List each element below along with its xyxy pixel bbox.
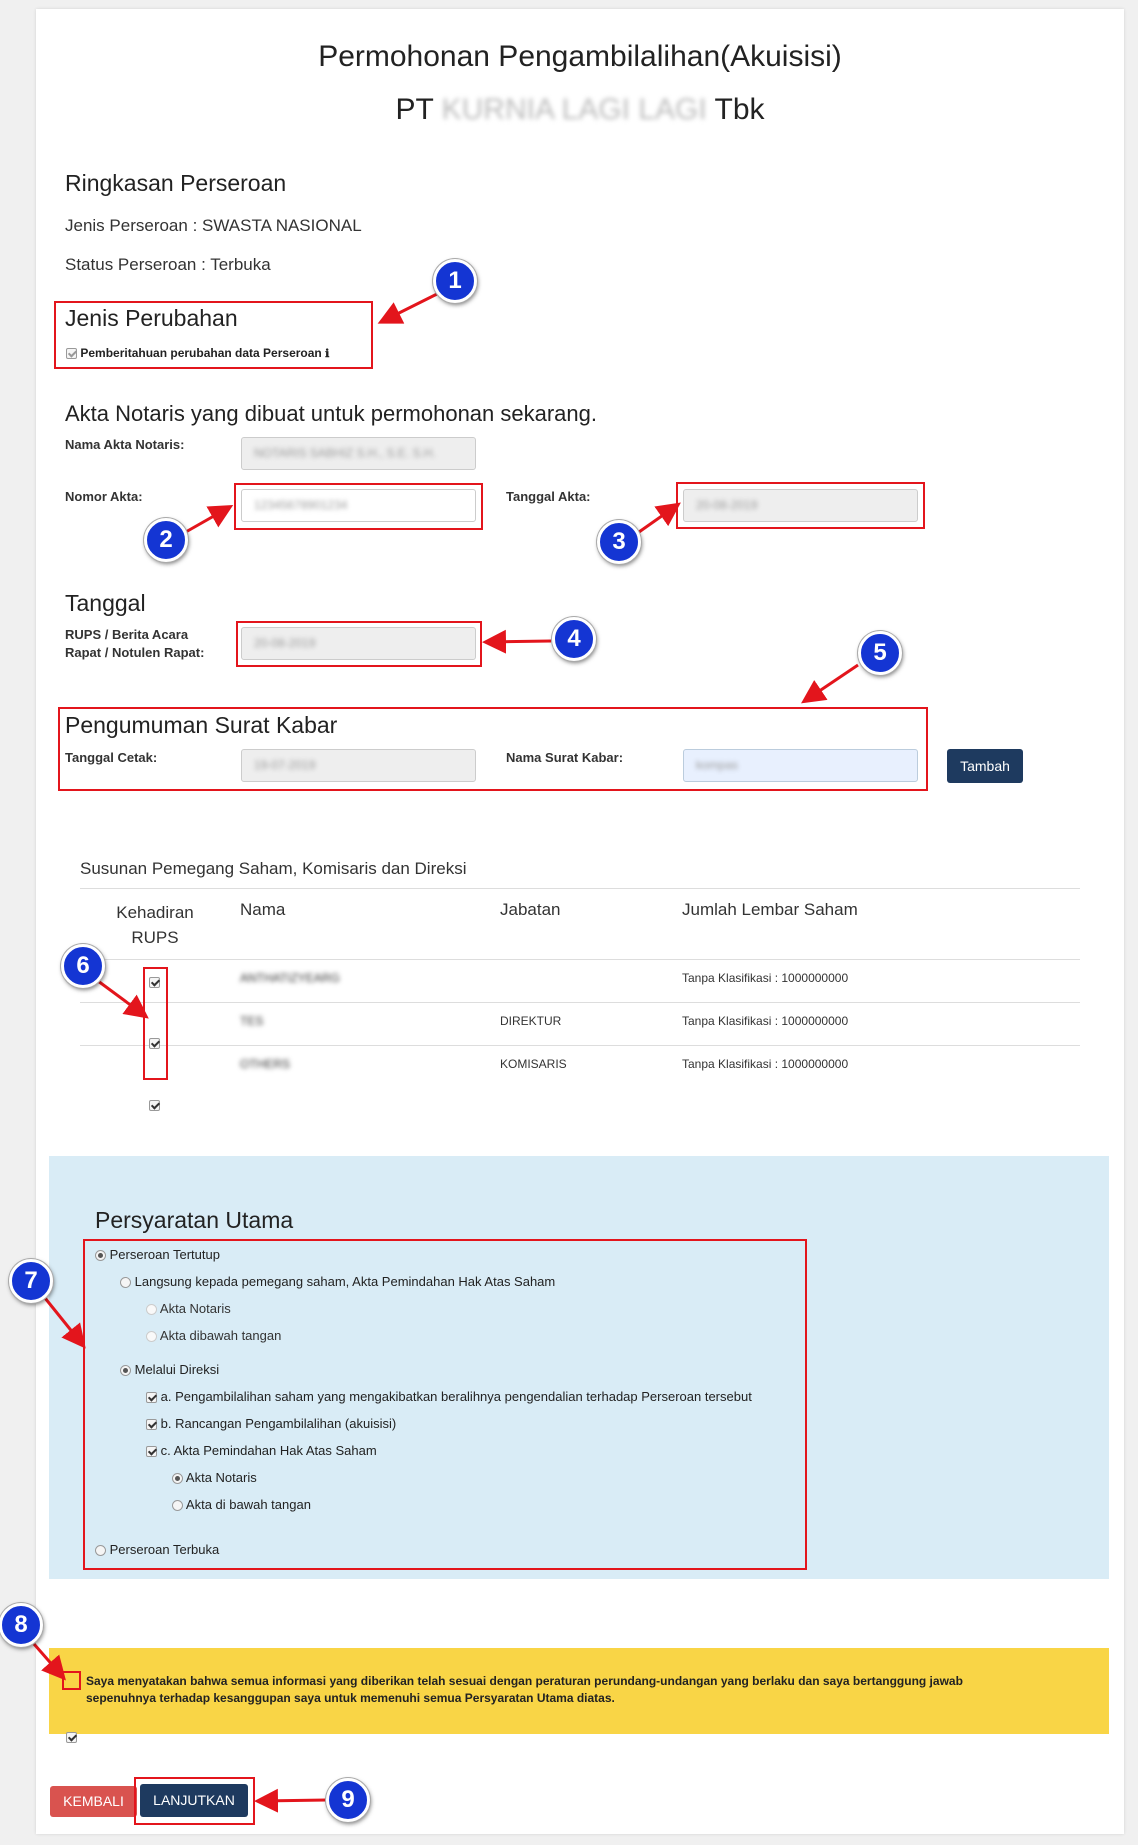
label-tertutup: Perseroan Tertutup [109, 1247, 220, 1262]
badge-1: 1 [433, 259, 477, 303]
row-nama: ANTHATIZYEARG [240, 971, 340, 985]
company-prefix: PT [395, 93, 434, 126]
col-nama: Nama [240, 900, 286, 919]
radio-akta-bawah[interactable] [146, 1331, 157, 1342]
row-jabatan: KOMISARIS [500, 1057, 567, 1071]
label-c-notaris: Akta Notaris [185, 1470, 257, 1485]
tanggal-heading: Tanggal [65, 590, 146, 616]
row-nama: OTHERS [240, 1057, 291, 1071]
label-item-a: a. Pengambilalihan saham yang mengakibatkan beralihnya pengendalian terhadap Perseroan tersebut [160, 1389, 752, 1404]
col-kehadiran [100, 900, 210, 950]
divider [80, 1045, 1080, 1046]
perubahan-checkbox-label: Pemberitahuan perubahan data Perseroan [80, 346, 322, 360]
company-suffix: Tbk [714, 93, 765, 126]
nomor-akta-input[interactable] [241, 489, 476, 522]
tanggal-akta-label: Tanggal Akta: [506, 489, 591, 504]
declaration-text [86, 1673, 963, 1707]
declaration-line2: sepenuhnya terhadap kesanggupan saya untuk memenuhi semua Persyaratan Utama diatas. [86, 1691, 615, 1705]
divider [80, 888, 1080, 889]
radio-melalui-direksi[interactable] [120, 1365, 131, 1376]
label-terbuka: Perseroan Terbuka [109, 1542, 220, 1557]
badge-4: 4 [552, 617, 596, 661]
perubahan-checkbox[interactable] [66, 348, 77, 359]
radio-terbuka[interactable] [95, 1545, 106, 1556]
persyaratan-heading: Persyaratan Utama [95, 1207, 294, 1233]
label-item-c: c. Akta Pemindahan Hak Atas Saham [160, 1443, 377, 1458]
summary-heading: Ringkasan Perseroan [65, 170, 287, 196]
nama-akta-label: Nama Akta Notaris: [65, 437, 185, 452]
nomor-akta-value: 12345678901234 [254, 498, 348, 512]
option-c-bawah[interactable] [172, 1497, 311, 1512]
shareholders-heading: Susunan Pemegang Saham, Komisaris dan Direksi [80, 859, 467, 878]
option-akta-bawah[interactable] [146, 1328, 281, 1343]
option-akta-notaris[interactable] [146, 1301, 231, 1316]
option-item-b[interactable] [146, 1416, 396, 1431]
tanggal-cetak-value: 19-07-2019 [254, 758, 316, 772]
badge-5: 5 [858, 631, 902, 675]
label-melalui-direksi: Melalui Direksi [134, 1362, 220, 1377]
kehadiran-checkbox[interactable] [149, 1100, 160, 1111]
option-perseroan-tertutup[interactable] [95, 1247, 220, 1262]
page-title: Permohonan Pengambilalihan(Akuisisi) [318, 40, 842, 73]
rups-date-value: 20-08-2019 [254, 636, 316, 650]
label-c-bawah: Akta di bawah tangan [185, 1497, 311, 1512]
divider [80, 1002, 1080, 1003]
col-kehadiran-line2: RUPS [131, 928, 179, 947]
tanggal-akta-value: 20-08-2019 [696, 498, 758, 512]
row-saham: Tanpa Klasifikasi : 1000000000 [682, 1057, 849, 1071]
badge-8: 8 [0, 1603, 43, 1647]
perubahan-heading: Jenis Perubahan [65, 305, 238, 331]
option-item-a[interactable] [146, 1389, 752, 1404]
radio-langsung[interactable] [120, 1277, 131, 1288]
akta-heading: Akta Notaris yang dibuat untuk permohonan sekarang. [65, 401, 597, 426]
option-langsung[interactable] [120, 1274, 555, 1289]
radio-tertutup[interactable] [95, 1250, 106, 1261]
divider [80, 959, 1080, 960]
checkbox-item-b[interactable] [146, 1419, 157, 1430]
badge-3: 3 [597, 520, 641, 564]
rups-date-input[interactable] [241, 627, 476, 660]
info-icon[interactable]: ℹ [325, 348, 330, 360]
rups-label-line2: Rapat / Notulen Rapat: [65, 645, 205, 660]
rups-label-line1: RUPS / Berita Acara [65, 627, 189, 642]
nama-surat-kabar-input[interactable] [683, 749, 918, 782]
badge-7: 7 [9, 1259, 53, 1303]
declaration-checkbox[interactable] [66, 1732, 77, 1743]
badge-9: 9 [326, 1778, 370, 1822]
tambah-button[interactable]: Tambah [947, 749, 1023, 783]
tanggal-cetak-input[interactable] [241, 749, 476, 782]
col-jumlah-saham: Jumlah Lembar Saham [682, 900, 858, 919]
label-langsung: Langsung kepada pemegang saham, Akta Pemindahan Hak Atas Saham [134, 1274, 556, 1289]
label-item-b: b. Rancangan Pengambilalihan (akuisisi) [160, 1416, 397, 1431]
surat-kabar-heading: Pengumuman Surat Kabar [65, 712, 338, 738]
row-saham: Tanpa Klasifikasi : 1000000000 [682, 1014, 849, 1028]
col-kehadiran-line1: Kehadiran [116, 903, 194, 922]
row-saham: Tanpa Klasifikasi : 1000000000 [682, 971, 849, 985]
badge-2: 2 [144, 518, 188, 562]
nama-surat-kabar-label: Nama Surat Kabar: [506, 750, 624, 765]
nama-akta-value: NOTARIS SABHIZ S.H., S.E. S.H. [254, 446, 436, 460]
checkbox-item-c[interactable] [146, 1446, 157, 1457]
badge-6: 6 [61, 944, 105, 988]
label-akta-notaris: Akta Notaris [159, 1301, 231, 1316]
option-melalui-direksi[interactable] [120, 1362, 219, 1377]
label-akta-bawah: Akta dibawah tangan [159, 1328, 282, 1343]
radio-akta-notaris[interactable] [146, 1304, 157, 1315]
nama-akta-field[interactable] [241, 437, 476, 470]
kehadiran-checkbox[interactable] [149, 1038, 160, 1049]
company-name [36, 93, 1124, 127]
row-jabatan: DIREKTUR [500, 1014, 562, 1028]
checkbox-item-a[interactable] [146, 1392, 157, 1403]
rups-label [65, 626, 204, 662]
annotation-box-8 [62, 1671, 81, 1690]
tanggal-cetak-label: Tanggal Cetak: [65, 750, 158, 765]
nomor-akta-label: Nomor Akta: [65, 489, 143, 504]
row-nama: TES [240, 1014, 264, 1028]
status-perseroan: Status Perseroan : Terbuka [65, 255, 271, 274]
nama-surat-kabar-value: kompas [696, 758, 739, 772]
option-item-c[interactable] [146, 1443, 377, 1458]
kehadiran-checkbox[interactable] [149, 977, 160, 988]
perubahan-option [66, 346, 329, 360]
option-perseroan-terbuka[interactable] [95, 1542, 219, 1557]
declaration-line1: Saya menyatakan bahwa semua informasi yang diberikan telah sesuai dengan peraturan perundang-undangan yang berlaku dan saya bertanggung jawab [86, 1674, 963, 1688]
lanjutkan-button[interactable]: LANJUTKAN [140, 1784, 248, 1817]
radio-c-bawah[interactable] [172, 1500, 183, 1511]
option-c-notaris[interactable] [172, 1470, 257, 1485]
col-jabatan: Jabatan [500, 900, 561, 919]
radio-c-notaris[interactable] [172, 1473, 183, 1484]
company-name-blurred: KURNIA LAGI LAGI [441, 93, 707, 126]
tanggal-akta-input[interactable] [683, 489, 918, 522]
jenis-perseroan: Jenis Perseroan : SWASTA NASIONAL [65, 216, 362, 235]
kembali-button[interactable]: KEMBALI [50, 1786, 137, 1817]
